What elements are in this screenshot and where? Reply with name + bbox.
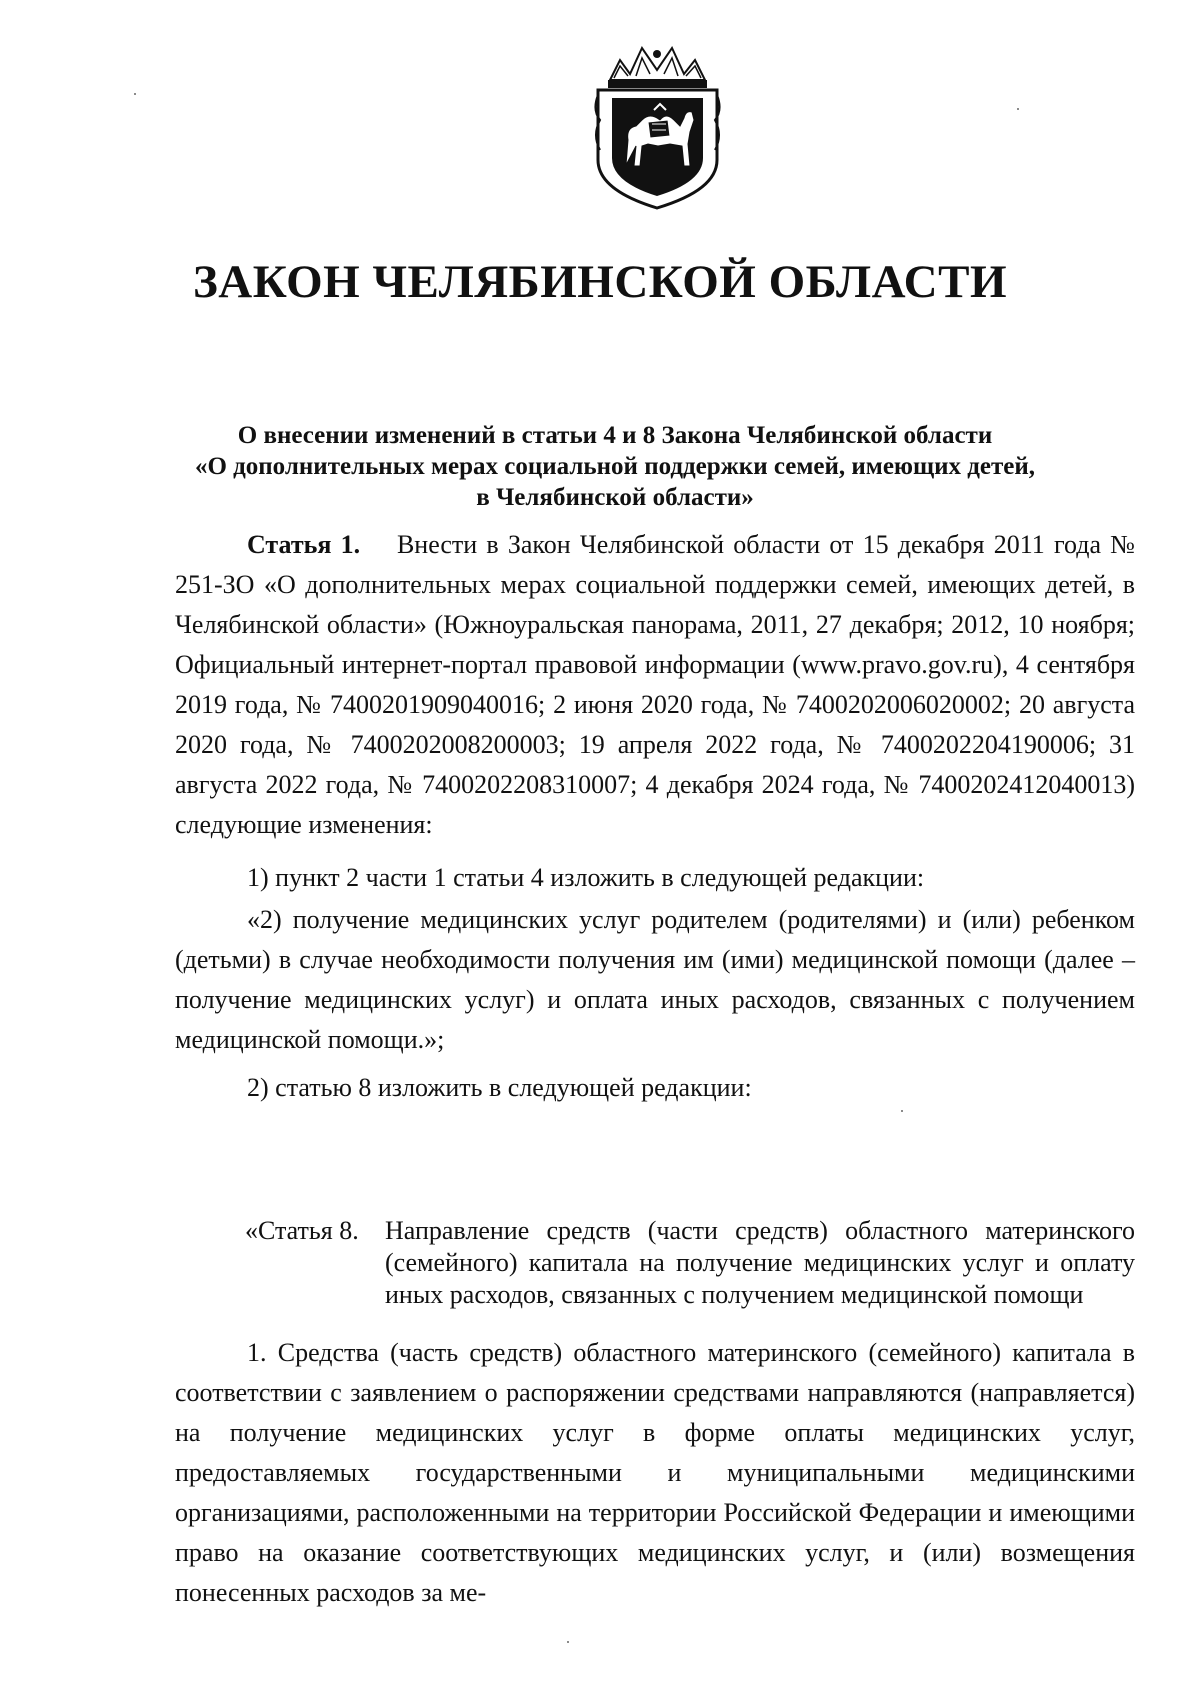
article-8-title: Направление средств (части средств) областного материнского (семейного) капитала на получение медицинских услуг и оплату иных расходов, связанных с получением медицинской помощи: [385, 1216, 1135, 1309]
subtitle-line: «О дополнительных мерах социальной поддержки семей, имеющих детей,: [194, 453, 1036, 480]
item-1-text: «2) получение медицинских услуг родителем (родителями) и (или) ребенком (детьми) в случае необходимости получения им (ими) медицинской помощи (далее – получение медицинских услуг) и оплата иных расходов, связанных с получением медицинской помощи.»;: [175, 905, 1135, 1054]
law-subtitle: [150, 420, 1080, 513]
article-8-paragraph-1: 1. Средства (часть средств) областного материнского (семейного) капитала в соответствии с заявлением о распоряжении средствами направляются (направляется) на получение медицинских услуг в форме оплаты медицинских услуг, предоставляемых государственными и муниципальными медицинскими организациями, расположенными на территории Российской Федерации и имеющими право на оказание соответствующих медицинских услуг, и (или) возмещения понесенных расходов за ме-: [175, 1338, 1135, 1607]
article-8-heading: [245, 1215, 1135, 1311]
scan-speck: [901, 1110, 903, 1112]
scan-speck: [567, 1641, 569, 1643]
article-1-text: Внести в Закон Челябинской области от 15 декабря 2011 года № 251-ЗО «О дополнительных мерах социальной поддержки семей, имеющих детей, в Челябинской области» (Южноуральская панорама, 2011, 27 декабря; 2012, 10 ноября; Официальный интернет-портал правовой информации (www.pravo.gov.ru), 4 сентября 2019 года, № 7400201909040016; 2 июня 2020 года, № 7400202006020002; 20 августа 2020 года, № 7400202008200003; 19 апреля 2022 года, № 7400202204190006; 31 августа 2022 года, № 7400202208310007; 4 декабря 2024 года, № 7400202412040013) следующие изменения:: [175, 530, 1135, 839]
scan-speck: [1017, 108, 1019, 110]
scan-speck: [134, 93, 136, 95]
item-1: 1) пункт 2 части 1 статьи 4 изложить в следующей редакции:: [247, 863, 925, 892]
subtitle-line: О внесении изменений в статьи 4 и 8 Закона Челябинской области: [237, 422, 993, 449]
coat-of-arms-icon: [590, 40, 725, 210]
article-8-label: «Статья 8.: [245, 1216, 359, 1245]
item-2: 2) статью 8 изложить в следующей редакции:: [247, 1073, 752, 1102]
article-1-label: Статья 1.: [247, 530, 361, 559]
article-1: [175, 525, 1135, 845]
subtitle-line: в Челябинской области»: [476, 484, 754, 511]
law-title: ЗАКОН ЧЕЛЯБИНСКОЙ ОБЛАСТИ: [192, 256, 1008, 308]
